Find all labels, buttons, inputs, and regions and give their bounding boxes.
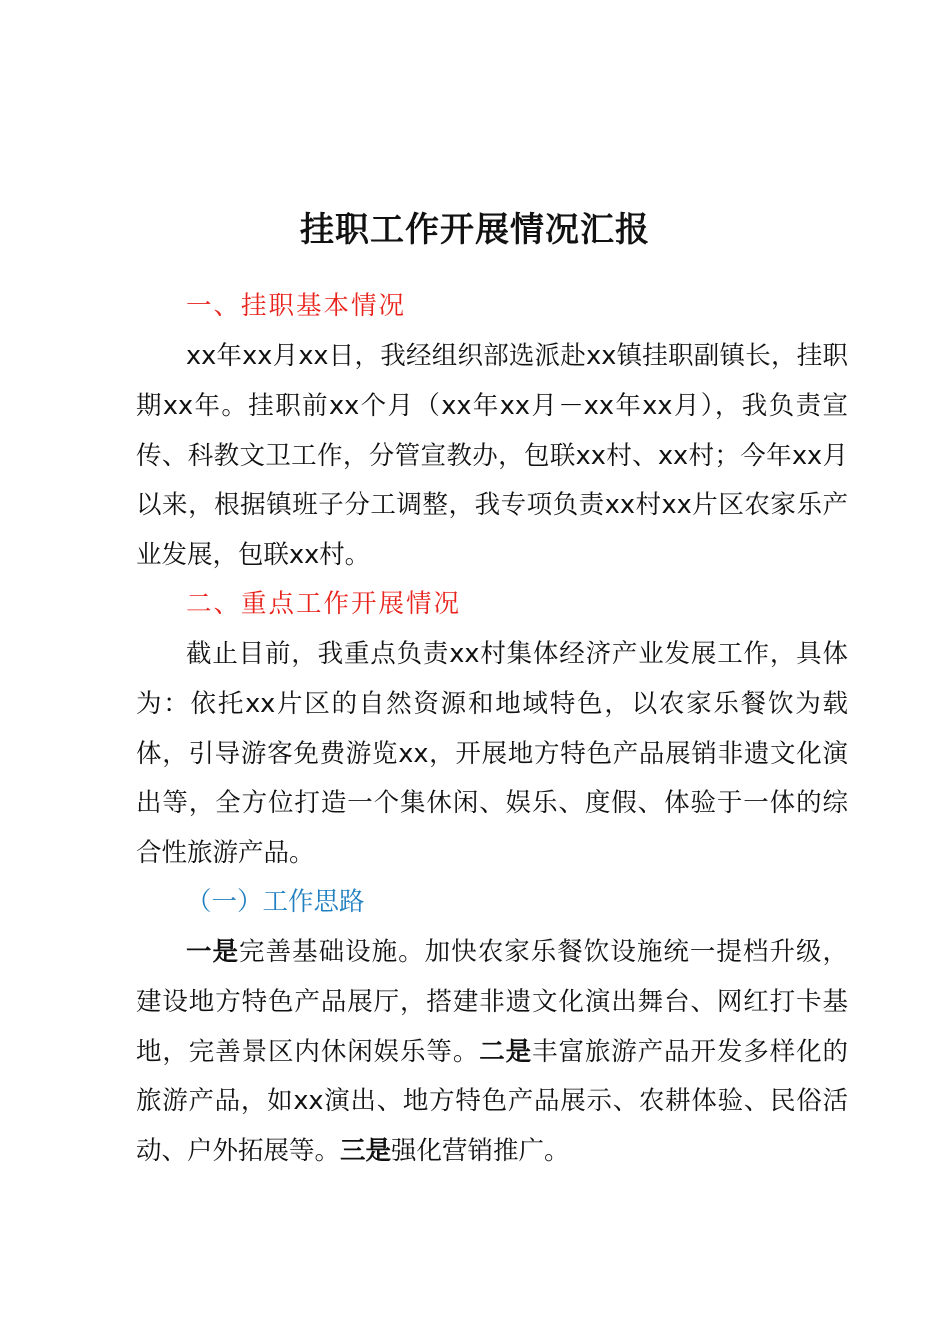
section-1-paragraph [136, 332, 848, 581]
section-2-paragraph [136, 630, 848, 879]
page-title: 挂职工作开展情况汇报 [300, 210, 650, 250]
subsection-1-paragraph [136, 928, 848, 1177]
item-2-text: 丰富旅游产品开发多样化的旅游产品，如xx演出、地方特色产品展示、农耕体验、民俗活动、户外拓展等。 [136, 1036, 848, 1167]
item-1-lead: 一是 [186, 937, 240, 967]
subsection-1-paragraph-text [136, 928, 848, 1177]
section-2-heading: 二、重点工作开展情况 [186, 589, 462, 619]
section-1-paragraph-text: xx年xx月xx日，我经组织部选派赴xx镇挂职副镇长，挂职期xx年。挂职前xx个月（xx年xx月－xx年xx月），我负责宣传、科教文卫工作，分管宣教办，包联xx村、xx村；今年xx月以来，根据镇班子分工调整，我专项负责xx村xx片区农家乐产业发展，包联xx村。 [136, 341, 848, 571]
item-1-text: 完善基础设施。加快农家乐餐饮设施统一提档升级，建设地方特色产品展厅，搭建非遗文化演出舞台、网红打卡基地，完善景区内休闲娱乐等。 [136, 937, 848, 1067]
section-2-paragraph-text: 截止目前，我重点负责xx村集体经济产业发展工作，具体为：依托xx片区的自然资源和地域特色，以农家乐餐饮为载体，引导游客免费游览xx，开展地方特色产品展销非遗文化演出等，全方位打造一个集休闲、娱乐、度假、体验于一体的综合性旅游产品。 [136, 639, 848, 869]
item-3-text: 强化营销推广。 [391, 1136, 570, 1167]
item-2-lead: 二是 [479, 1036, 533, 1067]
subsection-1-heading: （一）工作思路 [186, 887, 365, 917]
item-3-lead: 三是 [340, 1136, 392, 1167]
section-1-heading: 一、挂职基本情况 [186, 291, 407, 321]
